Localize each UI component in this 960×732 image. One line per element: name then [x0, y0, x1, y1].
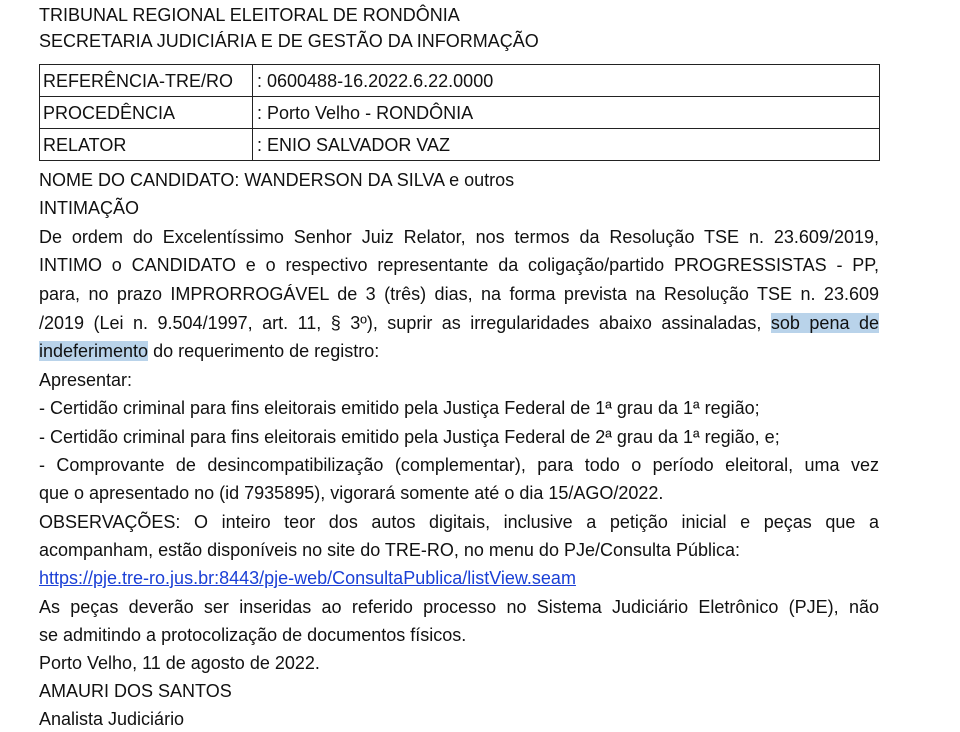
- reference-table: [39, 64, 880, 161]
- list-item-continuation: que o apresentado no (id 7935895), vigorará somente até o dia 15/AGO/2022.: [39, 483, 664, 503]
- paragraph-text: /2019 (Lei n. 9.504/1997, art. 11, § 3º), suprir as irregularidades abaixo assinaladas,: [39, 313, 762, 333]
- table-row: [40, 97, 880, 129]
- highlighted-text[interactable]: sob pena de: [770, 313, 879, 333]
- pecas-line: se admitindo a protocolização de documentos físicos.: [39, 625, 467, 645]
- list-item: - Certidão criminal para fins eleitorais emitido pela Justiça Federal de 1ª grau da 1ª região;: [39, 398, 760, 418]
- procedencia-key: PROCEDÊNCIA: [40, 97, 253, 129]
- consulta-publica-link-line: [39, 567, 576, 589]
- list-item: - Certidão criminal para fins eleitorais emitido pela Justiça Federal de 2ª grau da 1ª região, e;: [39, 427, 780, 447]
- observations-line: OBSERVAÇÕES: O inteiro teor dos autos digitais, inclusive a petição inicial e peças que a: [39, 512, 879, 532]
- paragraph-line: [39, 312, 879, 334]
- table-row: [40, 65, 880, 97]
- reference-value: : 0600488-16.2022.6.22.0000: [253, 65, 880, 97]
- relator-key: RELATOR: [40, 129, 253, 161]
- table-row: [40, 129, 880, 161]
- paragraph-line: [39, 340, 379, 362]
- pecas-line: As peças deverão ser inseridas ao referido processo no Sistema Judiciário Eletrônico (PJE), não: [39, 597, 879, 617]
- header-institution: TRIBUNAL REGIONAL ELEITORAL DE RONDÔNIA: [39, 5, 460, 25]
- intimacao-heading: INTIMAÇÃO: [39, 198, 140, 218]
- consulta-publica-link[interactable]: https://pje.tre-ro.jus.br:8443/pje-web/ConsultaPublica/listView.seam: [39, 568, 576, 588]
- paragraph-text: do requerimento de registro:: [148, 341, 380, 361]
- apresentar-label: Apresentar:: [39, 370, 133, 390]
- header-department: SECRETARIA JUDICIÁRIA E DE GESTÃO DA INFORMAÇÃO: [39, 31, 539, 51]
- relator-value: : ENIO SALVADOR VAZ: [253, 129, 880, 161]
- signer-name: AMAURI DOS SANTOS: [39, 681, 232, 701]
- paragraph-line: para, no prazo IMPRORROGÁVEL de 3 (três) dias, na forma prevista na Resolução TSE n. 23.609: [39, 284, 879, 304]
- procedencia-value: : Porto Velho - RONDÔNIA: [253, 97, 880, 129]
- list-item: - Comprovante de desincompatibilização (complementar), para todo o período eleitoral, uma vez: [39, 455, 879, 475]
- candidate-name: NOME DO CANDIDATO: WANDERSON DA SILVA e outros: [39, 170, 515, 190]
- signer-role: Analista Judiciário: [39, 709, 185, 729]
- reference-key: REFERÊNCIA-TRE/RO: [40, 65, 253, 97]
- date-place: Porto Velho, 11 de agosto de 2022.: [39, 653, 320, 673]
- highlighted-text[interactable]: indeferimento: [39, 341, 149, 361]
- observations-line: acompanham, estão disponíveis no site do TRE-RO, no menu do PJe/Consulta Pública:: [39, 540, 741, 560]
- paragraph-line: De ordem do Excelentíssimo Senhor Juiz Relator, nos termos da Resolução TSE n. 23.609/2019,: [39, 227, 879, 247]
- paragraph-line: INTIMO o CANDIDATO e o respectivo representante da coligação/partido PROGRESSISTAS - PP,: [39, 255, 879, 275]
